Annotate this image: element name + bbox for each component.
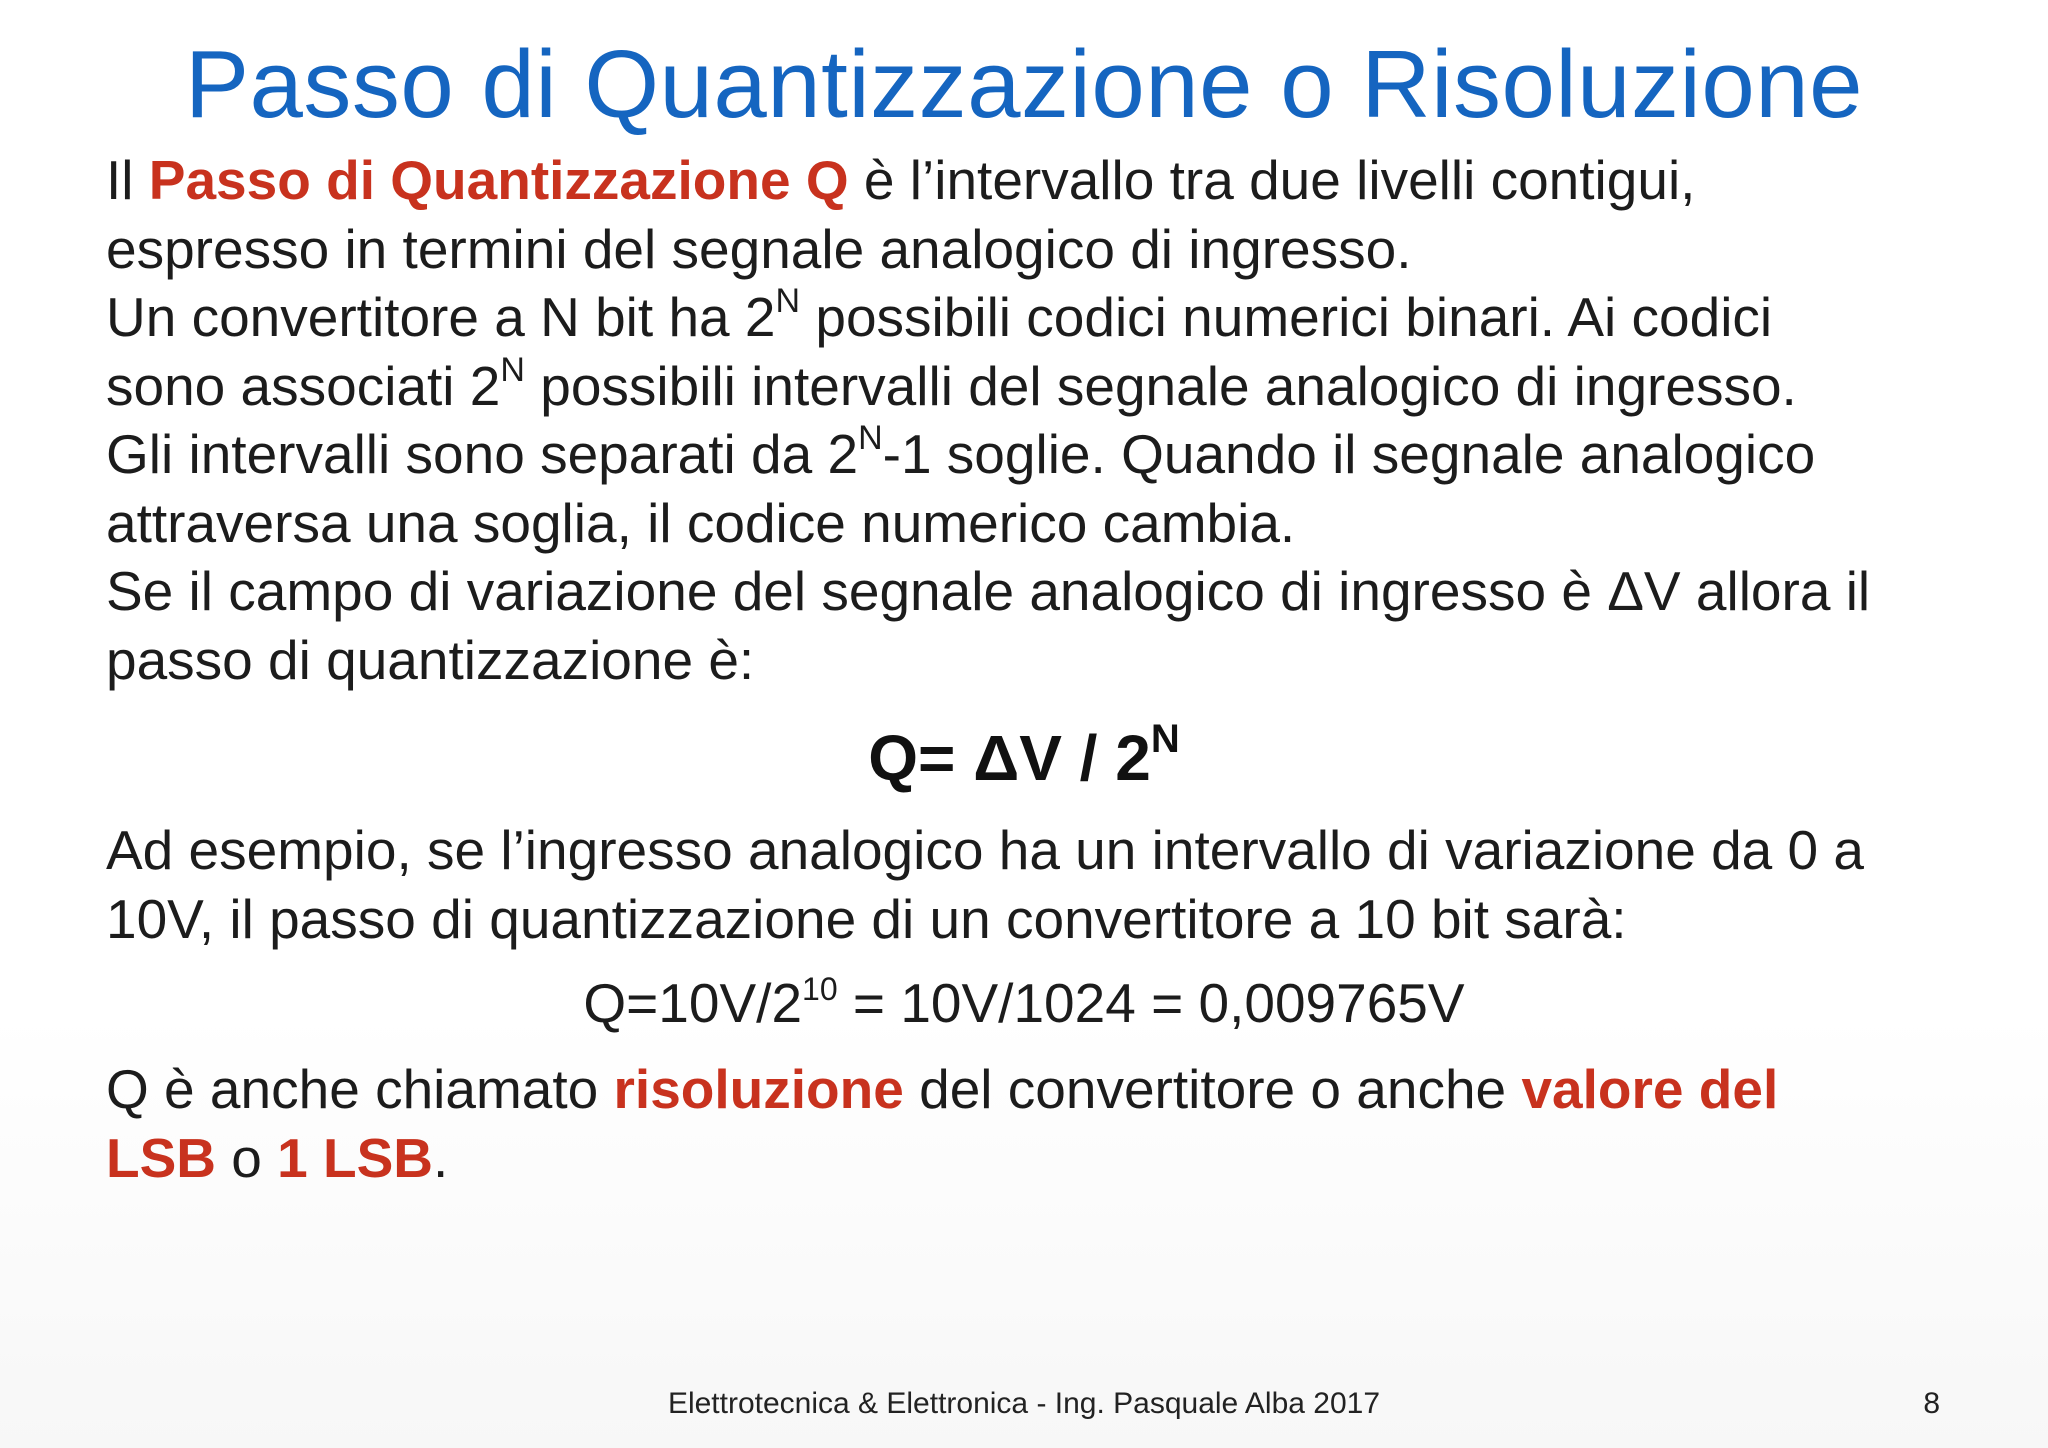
paragraph-line-1 — [106, 146, 1986, 215]
paragraph-line-8: passo di quantizzazione è: — [106, 628, 755, 691]
text-segment: . — [433, 1126, 449, 1189]
term-passo-di-quantizzazione: Passo di Quantizzazione Q — [148, 149, 849, 211]
superscript: N — [500, 350, 525, 389]
formula-exponent: 10 — [802, 971, 838, 1007]
text-segment: è l’intervallo tra due livelli contigui, — [848, 149, 1696, 211]
paragraph-line-7: Se il campo di variazione del segnale analogico di ingresso è ΔV allora il — [106, 560, 1871, 622]
formula-segment: = 10V/1024 = 0,009765V — [837, 972, 1465, 1034]
text-segment: Il — [106, 149, 149, 211]
definition-paragraph — [106, 146, 1986, 694]
superscript: N — [858, 419, 883, 457]
page-number: 8 — [1923, 1387, 1940, 1420]
term-risoluzione: risoluzione — [613, 1058, 904, 1120]
example-paragraph — [106, 816, 1986, 953]
term-valore-del: valore del — [1521, 1058, 1779, 1120]
paragraph-line-3 — [106, 283, 1986, 352]
text-segment: Q è anche chiamato — [106, 1058, 614, 1120]
term-lsb: LSB — [106, 1126, 216, 1189]
slide-footer: Elettrotecnica & Elettronica - Ing. Pasquale Alba 2017 — [667, 1387, 1381, 1420]
text-segment: sono associati 2 — [106, 354, 501, 417]
formula-segment: Q=10V/2 — [583, 972, 803, 1034]
slide-title: Passo di Quantizzazione o Risoluzione — [184, 31, 1864, 138]
example-line-1: Ad esempio, se l’ingresso analogico ha un intervallo di variazione da 0 a — [106, 819, 1865, 881]
text-segment: o — [216, 1126, 278, 1189]
main-formula — [0, 718, 2048, 798]
superscript: N — [775, 282, 801, 320]
text-segment: del convertitore o anche — [903, 1058, 1522, 1120]
example-formula — [0, 968, 2048, 1038]
resolution-note — [106, 1055, 1986, 1192]
term-1-lsb: 1 LSB — [277, 1126, 434, 1189]
text-segment: Gli intervalli sono separati da 2 — [106, 423, 859, 485]
text-segment: Un convertitore a N bit ha 2 — [106, 286, 776, 348]
paragraph-line-5 — [106, 420, 1986, 489]
text-segment: possibili intervalli del segnale analogico di ingresso. — [524, 354, 1797, 417]
paragraph-line-2: espresso in termini del segnale analogico di ingresso. — [106, 217, 1412, 280]
note-line-2 — [106, 1124, 1986, 1193]
formula-exponent: N — [1150, 717, 1180, 761]
paragraph-line-6: attraversa una soglia, il codice numerico cambia. — [106, 491, 1296, 554]
text-segment: possibili codici numerici binari. Ai codici — [800, 286, 1773, 348]
formula-base: Q= ΔV / 2 — [868, 722, 1151, 794]
example-line-2: 10V, il passo di quantizzazione di un convertitore a 10 bit sarà: — [106, 887, 1627, 950]
paragraph-line-4 — [106, 352, 1986, 421]
note-line-1 — [106, 1055, 1986, 1124]
text-segment: -1 soglie. Quando il segnale analogico — [882, 423, 1816, 485]
